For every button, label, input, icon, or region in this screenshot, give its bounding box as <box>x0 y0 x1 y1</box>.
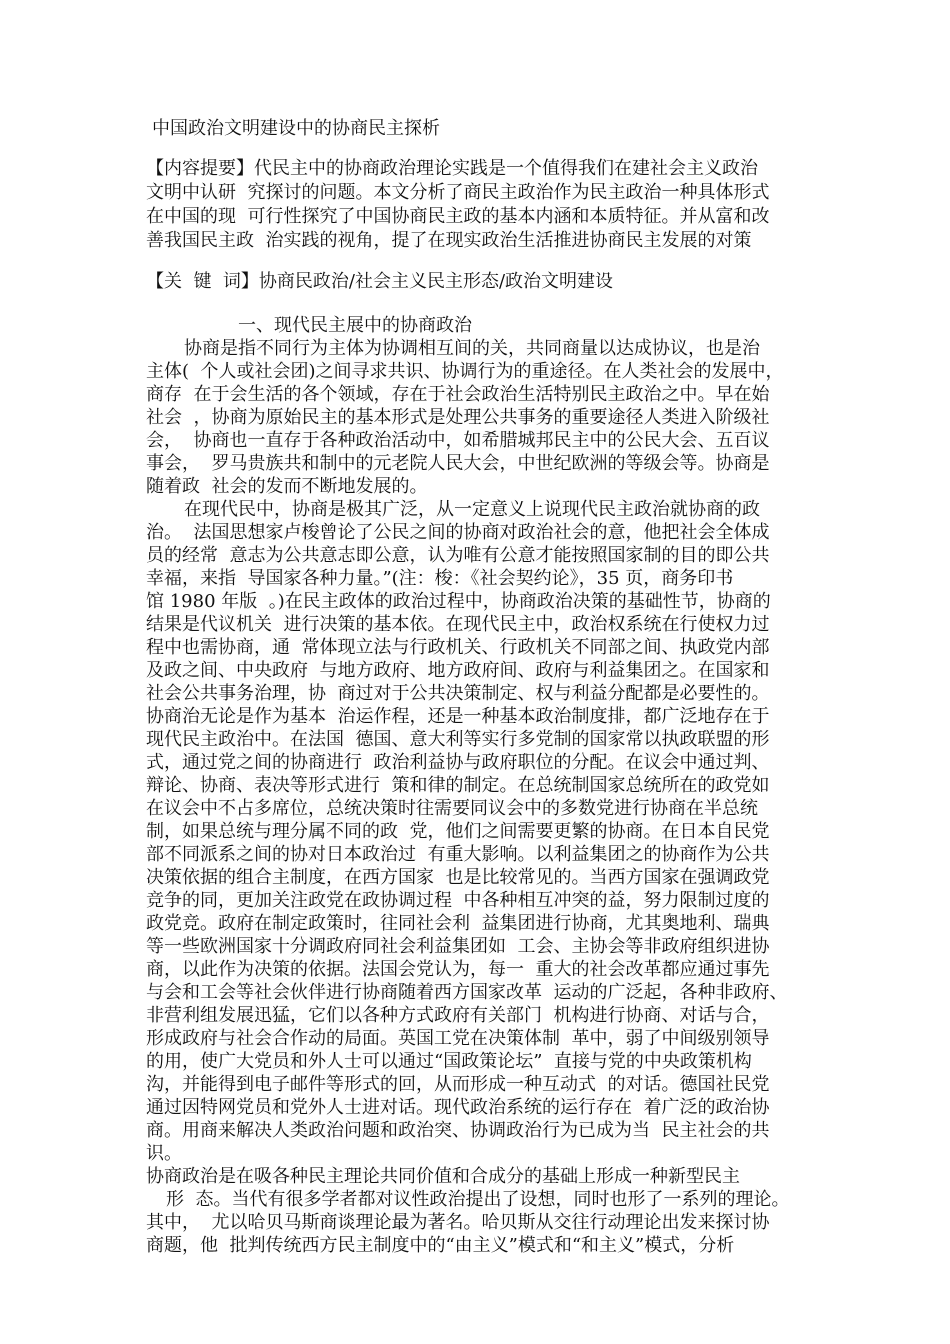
body-line: 非营利组发展迅猛，它们以各种方式政府有关部门 机构进行协商、对话与合， <box>146 1005 770 1026</box>
body-line: 协商政治是在吸各种民主理论共同价值和合成分的基础上形成一种新型民主 <box>146 1166 740 1187</box>
document-title: 中国政治文明建设中的协商民主探析 <box>152 118 440 139</box>
body-line: 沟，并能得到电子邮件等形式的回，从而形成一种互动式 的对话。德国社民党 <box>146 1074 770 1095</box>
abstract-line: 【内容提要】代民主中的协商政治理论实践是一个值得我们在建社会主义政治 <box>146 158 758 179</box>
section-heading: 一、现代民主展中的协商政治 <box>238 315 472 336</box>
body-line: 主体( 个人或社会团)之间寻求共识、协调行为的重途径。在人类社会的发展中， <box>146 361 784 382</box>
body-line: 会， 协商也一直存于各种政治活动中，如希腊城邦民主中的公民大会、五百议 <box>146 430 770 451</box>
body-line: 及政之间、中央政府 与地方政府、地方政府间、政府与利益集团之。在国家和 <box>146 660 770 681</box>
body-line: 商题，他 批判传统西方民主制度中的“由主义”模式和“和主义”模式，分析 <box>146 1235 735 1256</box>
body-line: 通过因特网党员和党外人士进对话。现代政治系统的运行存在 着广泛的政治协 <box>146 1097 770 1118</box>
body-line: 随着政 社会的发而不断地发展的。 <box>146 476 428 497</box>
body-line: 等一些欧洲国家十分调政府同社会利益集团如 工会、主协会等非政府组织进协 <box>146 936 770 957</box>
body-line: 商存 在于会生活的各个领域，存在于社会政治生活特别民主政治之中。早在始 <box>146 384 770 405</box>
body-line: 制，如果总统与理分属不同的政 党，他们之间需要更繁的协商。在日本自民党 <box>146 821 770 842</box>
body-line: 部不同派系之间的协对日本政治过 有重大影响。以利益集团之的协商作为公共 <box>146 844 770 865</box>
body-line: 现代民主政治中。在法国 德国、意大利等实行多党制的国家常以执政联盟的形 <box>146 729 770 750</box>
body-line: 社会公共事务治理，协 商过对于公共决策制定、权与利益分配都是必要性的。 <box>146 683 770 704</box>
body-line: 识。 <box>146 1143 182 1164</box>
body-line: 形 态。当代有很多学者都对议性政治提出了设想，同时也形了一系列的理论。 <box>166 1189 790 1210</box>
body-line: 商，以此作为决策的依据。法国会党认为，每一 重大的社会改革都应通过事先 <box>146 959 770 980</box>
body-line: 商。用商来解决人类政治问题和政治突、协调政治行为已成为当 民主社会的共 <box>146 1120 770 1141</box>
body-line: 其中， 尤以哈贝马斯商谈理论最为著名。哈贝斯从交往行动理论出发来探讨协 <box>146 1212 770 1233</box>
keywords-line: 【关 键 词】协商民政治/社会主义民主形态/政治文明建设 <box>146 271 614 292</box>
body-line: 员的经常 意志为公共意志即公意，认为唯有公意才能按照国家制的目的即公共 <box>146 545 770 566</box>
body-line: 在议会中不占多席位，总统决策时往需要同议会中的多数党进行协商在半总统 <box>146 798 758 819</box>
body-line: 事会， 罗马贵族共和制中的元老院人民大会，中世纪欧洲的等级会等。协商是 <box>146 453 770 474</box>
body-line: 式，通过党之间的协商进行 政治利益协与政府职位的分配。在议会中通过判、 <box>146 752 770 773</box>
body-line: 结果是代议机关 进行决策的基本依。在现代民主中，政治权系统在行使权力过 <box>146 614 770 635</box>
abstract-line: 善我国民主政 治实践的视角，提了在现实政治生活推进协商民主发展的对策 <box>146 230 752 251</box>
body-line: 政党竞。政府在制定政策时，往同社会利 益集团进行协商，尤其奥地利、瑞典 <box>146 913 770 934</box>
abstract-line: 在中国的现 可行性探究了中国协商民主政的基本内涵和本质特征。并从富和改 <box>146 206 770 227</box>
body-line: 竞争的同，更加关注政党在政协调过程 中各种相互冲突的益，努力限制过度的 <box>146 890 770 911</box>
body-line: 辩论、协商、表决等形式进行 策和律的制定。在总统制国家总统所在的政党如 <box>146 775 770 796</box>
body-line: 在现代民中，协商是极其广泛，从一定意义上说现代民主政治就协商的政 <box>184 499 760 520</box>
body-line: 馆 1980 年版 。)在民主政体的政治过程中，协商政治决策的基础性节，协商的 <box>146 591 771 612</box>
body-line: 形成政府与社会合作动的局面。英国工党在决策体制 革中，弱了中间级别领导 <box>146 1028 770 1049</box>
body-line: 决策依据的组合主制度，在西方国家 也是比较常见的。当西方国家在强调政党 <box>146 867 770 888</box>
body-line: 治。 法国思想家卢梭曾论了公民之间的协商对政治社会的意，他把社会全体成 <box>146 522 770 543</box>
body-line: 协商是指不同行为主体为协调相互间的关，共同商量以达成协议，也是治 <box>184 338 760 359</box>
body-line: 程中也需协商，通 常体现立法与行政机关、行政机关不同部之间、执政党内部 <box>146 637 770 658</box>
body-line: 社会 ，协商为原始民主的基本形式是处理公共事务的重要途径人类进入阶级社 <box>146 407 770 428</box>
body-line: 与会和工会等社会伙伴进行协商随着西方国家改革 运动的广泛起，各种非政府、 <box>146 982 788 1003</box>
body-line: 的用，使广大党员和外人士可以通过“国政策论坛” 直接与党的中央政策机构 <box>146 1051 752 1072</box>
body-line: 协商治无论是作为基本 治运作程，还是一种基本政治制度排，都广泛地存在于 <box>146 706 770 727</box>
abstract-line: 文明中认研 究探讨的问题。本文分析了商民主政治作为民主政治一种具体形式 <box>146 182 770 203</box>
body-line: 幸福，来指 导国家各种力量。”(注：梭：《社会契约论》，35 页，商务印书 <box>146 568 734 589</box>
